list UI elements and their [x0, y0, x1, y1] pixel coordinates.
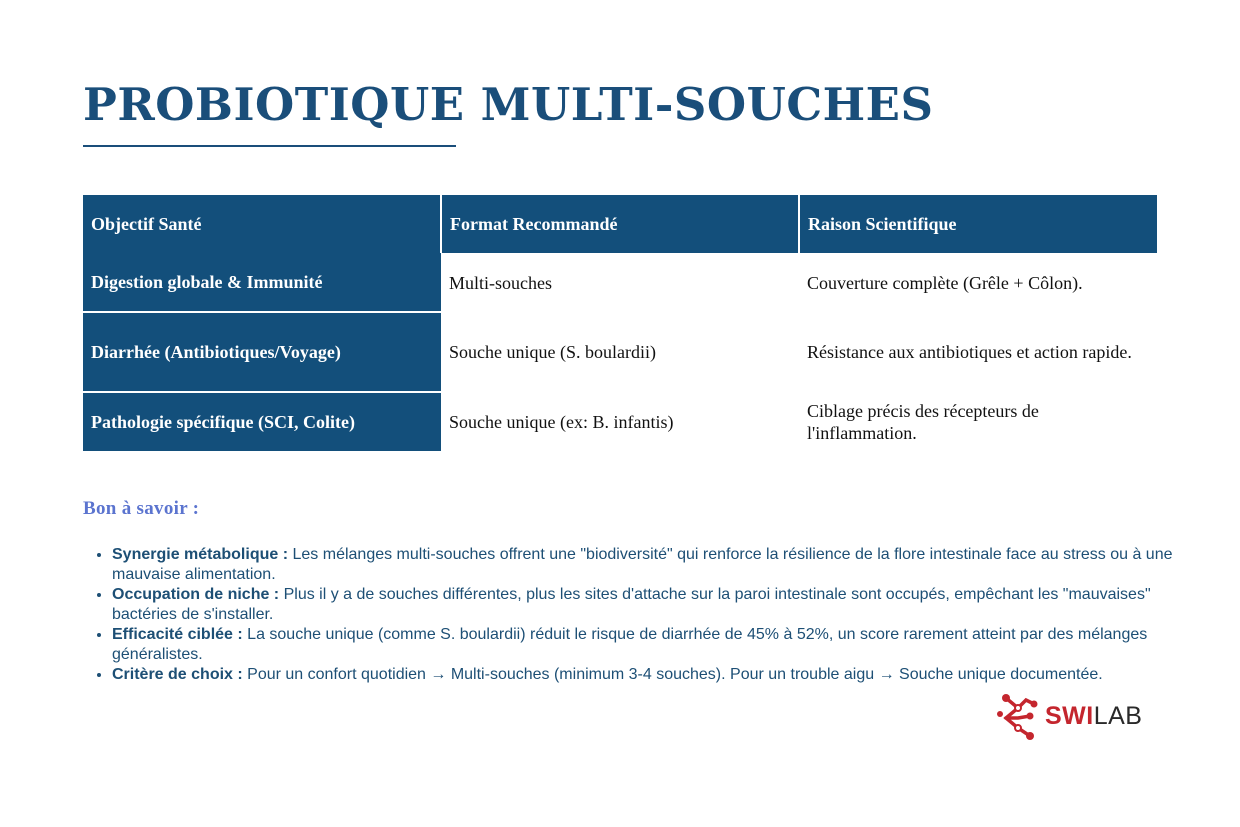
note-text: Les mélanges multi-souches offrent une "biodiversité" qui renforce la résilience de la flore intestinale face au stress ou à une mauvaise alimentation. — [112, 546, 1173, 583]
notes-list — [83, 545, 1192, 685]
table-row — [83, 392, 1157, 451]
logo-wordmark — [1045, 702, 1142, 731]
cell-format: Souche unique (ex: B. infantis) — [449, 411, 674, 432]
header-format: Format Recommandé — [441, 195, 799, 253]
swilab-logo — [996, 690, 1158, 742]
header-raison: Raison Scientifique — [799, 195, 1157, 253]
list-item — [112, 585, 1192, 625]
table-row — [83, 253, 1157, 312]
notes-heading: Bon à savoir : — [83, 498, 200, 519]
logo-text-lab: LAB — [1093, 702, 1143, 730]
note-text: Pour un confort quotidien → Multi-souches (minimum 3-4 souches). Pour un trouble aigu → Souche unique documentée. — [242, 666, 1103, 683]
note-text: La souche unique (comme S. boulardii) réduit le risque de diarrhée de 45% à 52%, un score rarement atteint par des mélanges généralistes. — [112, 626, 1148, 663]
note-label: Synergie métabolique : — [112, 546, 289, 563]
cell-format: Souche unique (S. boulardii) — [449, 342, 656, 362]
cell-raison: Résistance aux antibiotiques et action rapide. — [807, 342, 1132, 362]
note-label: Occupation de niche : — [112, 586, 280, 603]
cell-objectif: Diarrhée (Antibiotiques/Voyage) — [83, 312, 441, 392]
title-underline — [83, 145, 456, 147]
header-objectif: Objectif Santé — [83, 195, 441, 253]
list-item — [112, 665, 1192, 685]
note-text: Plus il y a de souches différentes, plus les sites d'attache sur la paroi intestinale sont occupés, empêchant les "mauvaises" bactéries de s'installer. — [112, 586, 1151, 623]
note-label: Efficacité ciblée : — [112, 626, 243, 643]
logo-text-swi: SWI — [1045, 702, 1094, 730]
note-label: Critère de choix : — [112, 666, 243, 683]
cell-raison: Couverture complète (Grêle + Côlon). — [807, 272, 1083, 293]
list-item — [112, 545, 1192, 585]
cell-format: Multi-souches — [449, 272, 552, 293]
page-title: PROBIOTIQUE MULTI-SOUCHES — [83, 78, 934, 131]
list-item — [112, 625, 1192, 665]
table-row — [83, 312, 1157, 392]
molecule-icon — [996, 690, 1042, 742]
cell-objectif: Pathologie spécifique (SCI, Colite) — [83, 392, 441, 451]
comparison-table — [83, 195, 1157, 451]
table-header-row — [83, 195, 1157, 253]
cell-objectif: Digestion globale & Immunité — [83, 253, 441, 312]
cell-raison: Ciblage précis des récepteurs de l'inflammation. — [807, 400, 1039, 443]
